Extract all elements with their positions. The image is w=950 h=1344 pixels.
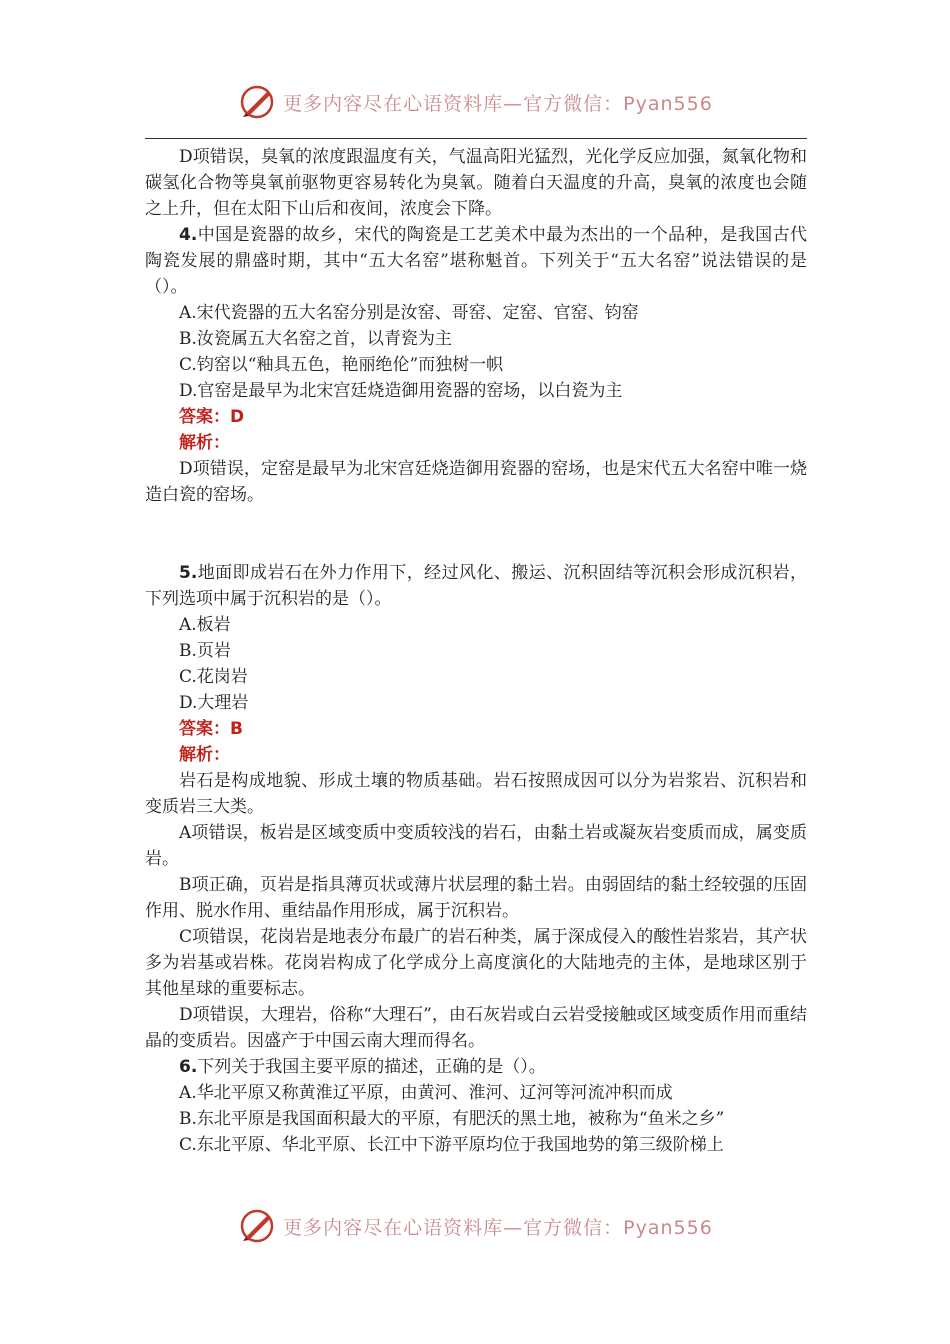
question-6-option-c: C.东北平原、华北平原、长江中下游平原均位于我国地势的第三级阶梯上	[179, 1135, 724, 1155]
question-4-analysis-label: 解析：	[179, 433, 230, 453]
header-banner	[0, 78, 950, 126]
question-5-option-d: D.大理岩	[179, 693, 249, 713]
question-4-option-c: C.钧窑以“釉具五色，艳丽绝伦”而独树一帜	[179, 355, 504, 375]
question-5-option-c: C.花岗岩	[179, 667, 248, 687]
question-4-number: 4.	[179, 225, 198, 245]
question-6-text: 下列关于我国主要平原的描述，正确的是（）。	[197, 1057, 546, 1077]
question-4-option-a: A.宋代瓷器的五大名窑分别是汝窑、哥窑、定窑、官窑、钧窑	[179, 303, 639, 323]
footer-banner-text: 更多内容尽在心语资料库—官方微信：Pyan556	[283, 1216, 713, 1239]
question-4-option-b: B.汝瓷属五大名窑之首，以青瓷为主	[179, 329, 452, 349]
question-5-text: 地面即成岩石在外力作用下，经过风化、搬运、沉积固结等沉积会形成沉积岩，下列选项中属于沉积岩的是（）。	[145, 563, 807, 609]
question-4-answer: 答案：D	[179, 407, 245, 427]
question-5-analysis-2: A项错误，板岩是区域变质中变质较浅的岩石，由黏土岩或凝灰岩变质而成，属变质岩。	[145, 823, 807, 869]
question-5-analysis-3: B项正确，页岩是指具薄页状或薄片状层理的黏土岩。由弱固结的黏土经较强的压固作用、脱水作用、重结晶作用形成，属于沉积岩。	[145, 875, 807, 921]
question-5-option-a: A.板岩	[179, 615, 231, 635]
question-5-analysis-4: C项错误，花岗岩是地表分布最广的岩石种类，属于深成侵入的酸性岩浆岩，其产状多为岩基或岩株。花岗岩构成了化学成分上高度演化的大陆地壳的主体，是地球区别于其他星球的重要标志。	[145, 927, 807, 999]
question-5-analysis-1: 岩石是构成地貌、形成土壤的物质基础。岩石按照成因可以分为岩浆岩、沉积岩和变质岩三大类。	[145, 771, 807, 817]
question-6-number: 6.	[179, 1057, 198, 1077]
header-banner-text: 更多内容尽在心语资料库—官方微信：Pyan556	[283, 92, 713, 115]
question-6-option-b: B.东北平原是我国面积最大的平原，有肥沃的黑土地，被称为“鱼米之乡”	[179, 1109, 725, 1129]
question-5-answer: 答案：B	[179, 719, 243, 739]
question-5-stem	[145, 560, 807, 612]
document-body	[145, 144, 807, 1158]
question-4-analysis: D项错误，定窑是最早为北宋宫廷烧造御用瓷器的窑场，也是宋代五大名窑中唯一烧造白瓷的窑场。	[145, 459, 807, 505]
header-rule	[145, 138, 807, 139]
question-5-option-b: B.页岩	[179, 641, 231, 661]
question-6-stem	[145, 1054, 807, 1080]
question-5-analysis-label: 解析：	[179, 745, 230, 765]
pen-logo-icon	[237, 82, 277, 122]
question-5-analysis-5: D项错误，大理岩，俗称“大理石”，由石灰岩或白云岩受接触或区域变质作用而重结晶的变质岩。因盛产于中国云南大理而得名。	[145, 1005, 807, 1051]
question-4-stem	[145, 222, 807, 300]
footer-banner	[0, 1202, 950, 1250]
question-4-text: 中国是瓷器的故乡，宋代的陶瓷是工艺美术中最为杰出的一个品种，是我国古代陶瓷发展的鼎盛时期，其中“五大名窑”堪称魁首。下列关于“五大名窑”说法错误的是（）。	[145, 225, 807, 297]
question-6-option-a: A.华北平原又称黄淮辽平原，由黄河、淮河、辽河等河流冲积而成	[179, 1083, 673, 1103]
intro-paragraph: D项错误，臭氧的浓度跟温度有关，气温高阳光猛烈，光化学反应加强，氮氧化物和碳氢化合物等臭氧前驱物更容易转化为臭氧。随着白天温度的升高，臭氧的浓度也会随之上升，但在太阳下山后和夜间，浓度会下降。	[145, 147, 807, 219]
pen-logo-icon	[237, 1206, 277, 1246]
question-4-option-d: D.官窑是最早为北宋宫廷烧造御用瓷器的窑场，以白瓷为主	[179, 381, 623, 401]
question-5-number: 5.	[179, 563, 198, 583]
